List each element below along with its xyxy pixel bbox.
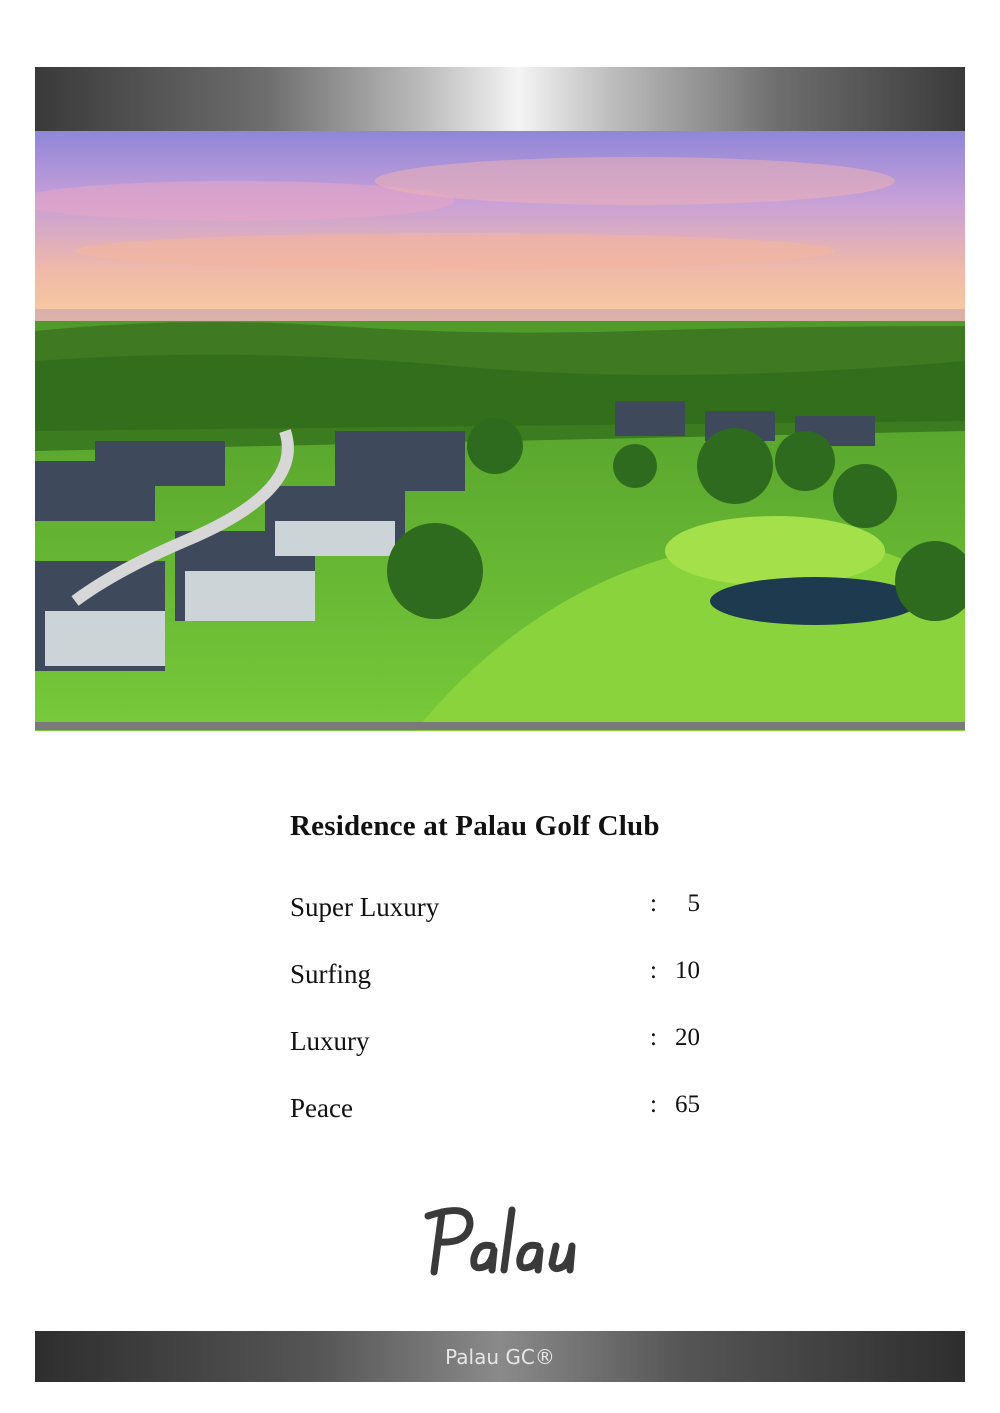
rating-row	[290, 892, 710, 932]
golf-course-aerial-image	[35, 131, 965, 731]
rating-row	[290, 1026, 710, 1066]
rating-separator: :	[650, 1024, 657, 1051]
rating-label: Luxury	[290, 1026, 370, 1056]
palau-logo	[420, 1200, 590, 1290]
rating-value: 20	[675, 1024, 700, 1051]
rating-label: Peace	[290, 1093, 353, 1123]
rating-label: Super Luxury	[290, 892, 440, 922]
rating-row	[290, 959, 710, 999]
rating-value: 5	[687, 890, 700, 917]
footer-bar	[35, 1331, 965, 1382]
rating-separator: :	[650, 1091, 657, 1118]
footer-text: Palau GC®	[445, 1344, 555, 1369]
rating-value: 65	[675, 1091, 700, 1118]
rating-value: 10	[675, 957, 700, 984]
top-metallic-bar	[35, 67, 965, 131]
rating-label: Surfing	[290, 959, 371, 989]
hero-divider	[35, 722, 965, 730]
residence-details	[290, 810, 710, 1123]
palau-logo-mark	[420, 1200, 590, 1290]
rating-row	[290, 1093, 710, 1133]
rating-separator: :	[650, 957, 657, 984]
page-title: Residence at Palau Golf Club	[290, 810, 660, 842]
rating-separator: :	[650, 890, 657, 917]
hero-photo	[35, 131, 965, 731]
